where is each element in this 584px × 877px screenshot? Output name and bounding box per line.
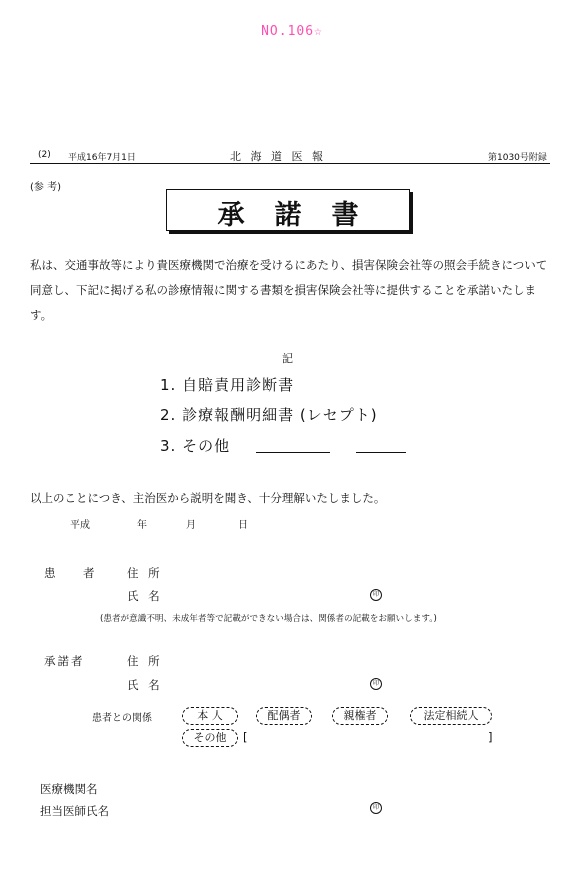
item-3-blank-2[interactable]	[356, 438, 406, 453]
reference-label: (参 考)	[30, 182, 61, 193]
date-month: 月	[186, 520, 196, 531]
item-3-blank-1[interactable]	[256, 438, 330, 453]
header-date: 平成16年7月1日	[68, 153, 136, 163]
item-2: 2. 診療報酬明細書 (レセプト)	[160, 406, 378, 424]
relation-option-spouse[interactable]: 配偶者	[256, 707, 312, 725]
relation-option-self[interactable]: 本 人	[182, 707, 238, 725]
document-title: 承諾書	[217, 200, 389, 231]
doctor-seal-icon: 印	[370, 802, 382, 814]
other-bracket-open: [	[243, 730, 248, 744]
consenter-label: 承諾者	[44, 654, 85, 668]
header-issue: 第1030号附録	[488, 153, 547, 163]
consenter-name-label: 氏 名	[127, 678, 163, 692]
patient-seal-icon: 印	[370, 589, 382, 601]
header-page-number: (2)	[38, 150, 51, 160]
document-number-stamp: NO.106☆	[261, 24, 323, 39]
ki-heading: 記	[282, 352, 293, 365]
patient-name-label: 氏 名	[127, 589, 163, 603]
date-year: 年	[137, 520, 147, 531]
item-1: 1. 自賠責用診断書	[160, 376, 295, 394]
other-bracket-close: ]	[488, 730, 493, 744]
confirmation-text: 以上のことにつき、主治医から説明を聞き、十分理解いたしました。	[30, 491, 386, 505]
patient-address-label: 住 所	[127, 566, 163, 580]
header-rule	[30, 163, 550, 164]
relation-option-heir[interactable]: 法定相続人	[410, 707, 492, 725]
title-box	[166, 189, 410, 231]
consenter-seal-icon: 印	[370, 678, 382, 690]
header-publication: 北 海 道 医 報	[230, 150, 326, 163]
institution-label: 医療機関名	[40, 782, 98, 796]
consenter-address-label: 住 所	[127, 654, 163, 668]
relation-option-other[interactable]: その他	[182, 729, 238, 747]
relation-other-field[interactable]	[252, 731, 484, 745]
date-day: 日	[238, 520, 248, 531]
relation-option-guardian[interactable]: 親権者	[332, 707, 388, 725]
patient-note: (患者が意識不明、未成年者等で記載ができない場合は、関係者の記載をお願いします。)	[100, 614, 437, 624]
date-era: 平成	[70, 520, 90, 531]
relation-label: 患者との関係	[92, 713, 152, 724]
doctor-label: 担当医師氏名	[40, 804, 109, 818]
item-3: 3. その他	[160, 437, 231, 455]
patient-label: 患 者	[44, 566, 103, 580]
consent-body-text: 私は、交通事故等により貴医療機関で治療を受けるにあたり、損害保険会社等の照会手続きについて同意し、下記に掲げる私の診療情報に関する書類を損害保険会社等に提供することを承諾いたします。	[30, 258, 548, 322]
